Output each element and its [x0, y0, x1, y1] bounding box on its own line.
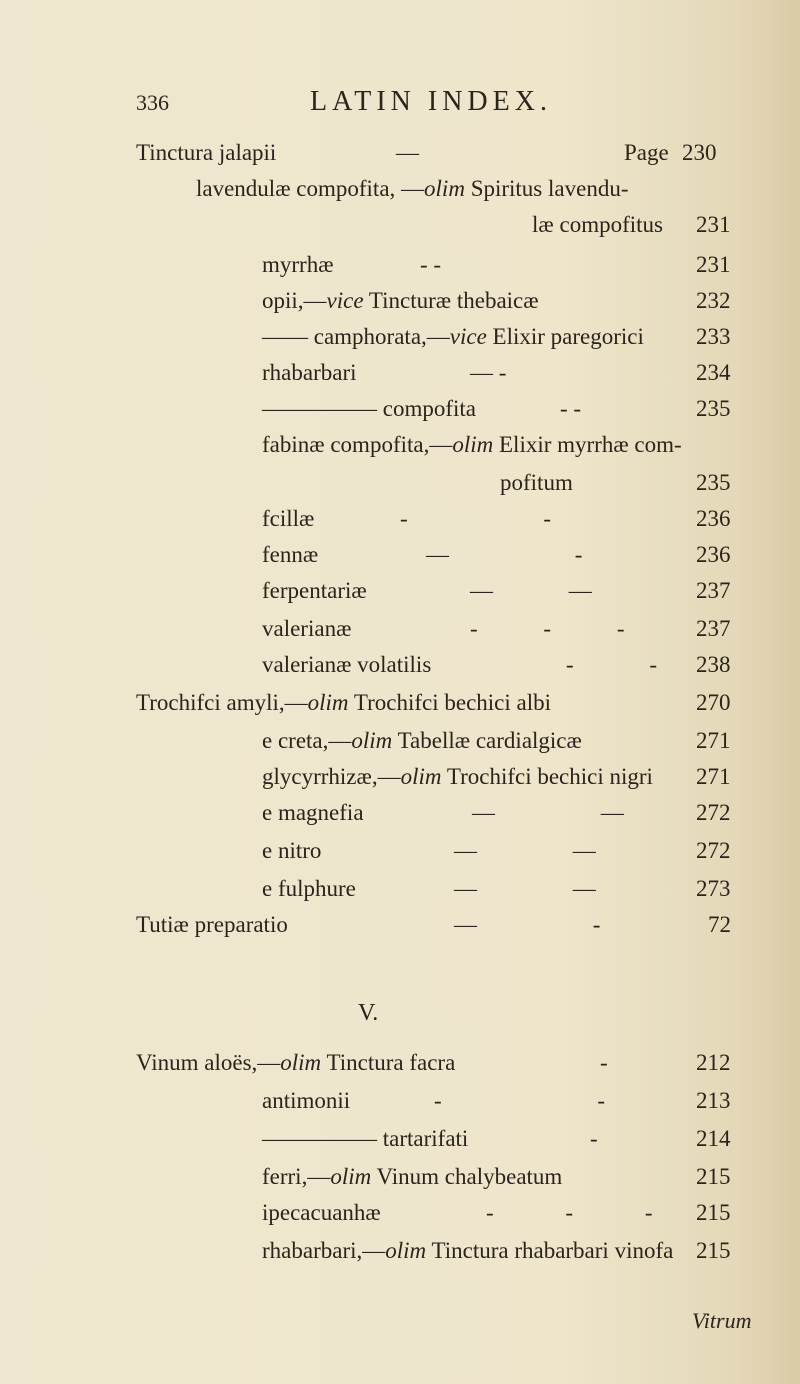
catchword: Vitrum: [692, 1308, 752, 1333]
entry-dashes: -: [590, 1126, 598, 1151]
index-entry: [0, 470, 800, 504]
index-entry: [0, 252, 800, 286]
entry-page: 214: [696, 1126, 731, 1151]
entry-page: 72: [708, 912, 731, 937]
entry-text: lavendulæ compofita, —olim Spiritus lavendu-: [196, 176, 629, 201]
entry-text: myrrhæ: [262, 252, 334, 277]
index-entry: [0, 1238, 800, 1272]
entry-dashes: - -: [560, 396, 582, 421]
entry-text: ipecacuanhæ: [262, 1200, 381, 1225]
entry-dashes: — -: [454, 912, 601, 937]
entry-text: ————— compofita: [262, 396, 476, 421]
entry-dashes: — -: [470, 360, 507, 385]
index-entry: [0, 728, 800, 762]
entry-text: rhabarbari: [262, 360, 357, 385]
entry-text: valerianæ: [262, 616, 352, 641]
index-entry: [0, 542, 800, 576]
entry-dashes: — -: [426, 542, 583, 567]
entry-page: 238: [696, 652, 731, 677]
entry-dashes: - -: [400, 506, 552, 531]
entry-text: fabinæ compofita,—olim Elixir myrrhæ com-: [262, 432, 682, 457]
page-prefix: Page: [624, 140, 669, 165]
entry-dashes: — —: [470, 578, 592, 603]
index-entry: [0, 1200, 800, 1234]
entry-page: 237: [696, 578, 731, 603]
index-entry: [0, 360, 800, 394]
entry-text: Tutiæ preparatio: [136, 912, 288, 937]
entry-text: rhabarbari,—olim Tinctura rhabarbari vinofa: [262, 1238, 674, 1263]
index-entry: [0, 838, 800, 872]
entry-page: 215: [696, 1238, 731, 1263]
entry-page: 233: [696, 324, 731, 349]
index-entry: [0, 652, 800, 686]
entry-page: 234: [696, 360, 731, 385]
index-entry-page: [0, 140, 800, 174]
entry-text: glycyrrhizæ,—olim Trochifci bechici nigri: [262, 764, 653, 789]
index-entry: [0, 506, 800, 540]
entry-text: e nitro: [262, 838, 322, 863]
entry-page: 235: [696, 396, 731, 421]
entry-page: 273: [696, 876, 731, 901]
entry-text: antimonii: [262, 1088, 351, 1113]
index-entry: [0, 1164, 800, 1198]
entry-dashes: - -: [434, 1088, 606, 1113]
entry-dashes: - - -: [470, 616, 625, 641]
entry-text: Tinctura jalapii: [136, 140, 277, 165]
entry-dashes: -: [600, 1050, 608, 1075]
index-entry: [0, 578, 800, 612]
entry-dashes: — —: [472, 800, 624, 825]
entry-text: ferpentariæ: [262, 578, 367, 603]
entry-dashes: — —: [454, 876, 596, 901]
index-entry: [0, 912, 800, 946]
entry-text: valerianæ volatilis: [262, 652, 432, 677]
entry-text: e magnefia: [262, 800, 364, 825]
entry-page: 237: [696, 616, 731, 641]
entry-text: læ compofitus: [532, 212, 663, 237]
entry-page: 271: [696, 728, 731, 753]
index-entry: [0, 1126, 800, 1160]
entry-page: 215: [696, 1164, 731, 1189]
entry-dashes: - - -: [486, 1200, 653, 1225]
entry-page: 215: [696, 1200, 731, 1225]
entry-page: 272: [696, 800, 731, 825]
entry-page: 270: [696, 690, 731, 715]
entry-page: 232: [696, 288, 731, 313]
index-entry: [0, 324, 800, 358]
index-entry: [0, 396, 800, 430]
page-header: [120, 86, 680, 130]
entry-page: 236: [696, 506, 731, 531]
section-letter: V.: [358, 1000, 379, 1026]
entry-text: —— camphorata,—vice Elixir paregorici: [262, 324, 644, 349]
index-entry: [0, 876, 800, 910]
index-entry: [0, 288, 800, 322]
entry-dashes: - -: [420, 252, 442, 277]
entry-page: 272: [696, 838, 731, 863]
entry-dashes: — —: [454, 838, 596, 863]
index-entry: [0, 800, 800, 834]
entry-page: 231: [696, 212, 731, 237]
entry-text: ————— tartarifati: [262, 1126, 469, 1151]
page-title: LATIN INDEX.: [310, 86, 552, 117]
entry-page: 236: [696, 542, 731, 567]
entry-page: 230: [682, 140, 717, 165]
index-entry: [0, 1050, 800, 1084]
entry-text: pofitum: [500, 470, 573, 495]
entry-text: e fulphure: [262, 876, 356, 901]
index-entry: [0, 212, 800, 246]
index-entry: [0, 764, 800, 798]
entry-dashes: —: [396, 140, 419, 165]
page-number: 336: [136, 90, 169, 115]
index-entry: [0, 616, 800, 650]
entry-text: opii,—vice Tincturæ thebaicæ: [262, 288, 539, 313]
entry-page: 213: [696, 1088, 731, 1113]
entry-text: Vinum aloës,—olim Tinctura facra: [136, 1050, 456, 1075]
entry-dashes: - -: [566, 652, 658, 677]
entry-page: 231: [696, 252, 731, 277]
entry-text: e creta,—olim Tabellæ cardialgicæ: [262, 728, 582, 753]
entry-page: 271: [696, 764, 731, 789]
index-entry: [0, 1088, 800, 1122]
entry-page: 212: [696, 1050, 731, 1075]
entry-page: 235: [696, 470, 731, 495]
index-entry: [0, 690, 800, 724]
entry-text: fcillæ: [262, 506, 315, 531]
entry-text: Trochifci amyli,—olim Trochifci bechici albi: [136, 690, 552, 715]
index-entry: [0, 432, 800, 466]
entry-text: fennæ: [262, 542, 319, 567]
entry-text: ferri,—olim Vinum chalybeatum: [262, 1164, 563, 1189]
